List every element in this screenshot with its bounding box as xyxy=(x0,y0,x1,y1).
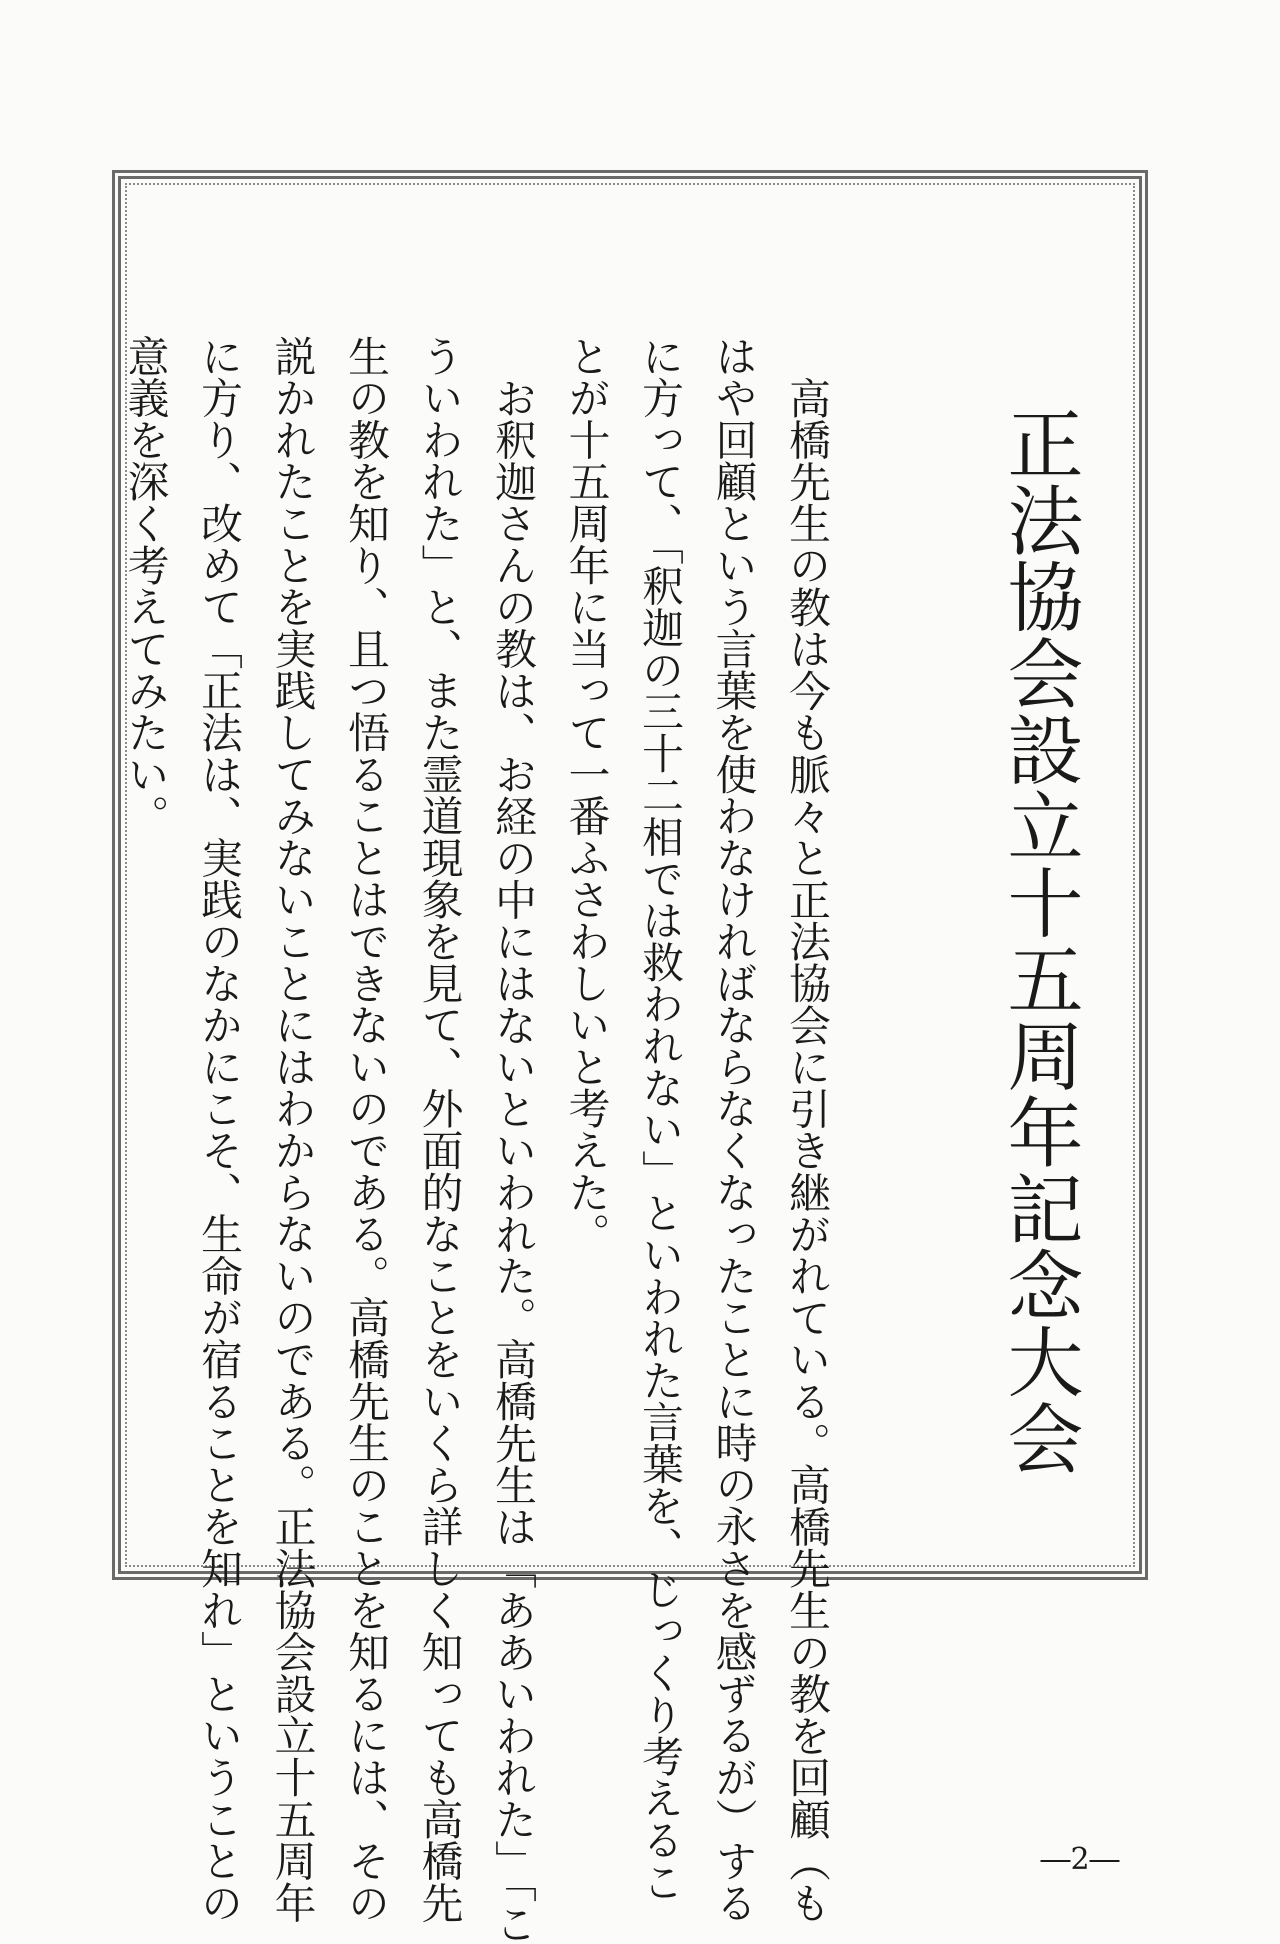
paragraph: お釈迦さんの教は、お経の中にはないといわれた。高橋先生は「ああいわれた」「こ ういわれた」と、また霊道現象を見て、外面的なことをいくら詳しく知っても高橋先 生の教を知り、且つ悟ることはできないのである。高橋先生のことを知るには、その 説かれたことを実践してみないことにはわからないのである。正法協会設立十五周年 に方り、改めて「正法は、実践のなかにこそ、生命が宿ることを知れ」ということの 意義を深く考えてみたい。 xyxy=(120,335,537,1944)
page-number: ―2― xyxy=(1040,1842,1120,1877)
paragraph: 高橋先生の教は今も脈々と正法協会に引き継がれている。高橋先生の教を回顧（も はや回顧という言葉を使わなければならなくなったことに時の永さを感ずるが）する に方って、「釈迦の三十二相では救われない」といわれた言葉を、じっくり考えるこ とが十五周年に当って一番ふさわしいと考えた。 xyxy=(561,335,831,1924)
page-title: 正法協会設立十五周年記念大会 xyxy=(995,405,1084,1476)
article-body xyxy=(108,335,843,1944)
